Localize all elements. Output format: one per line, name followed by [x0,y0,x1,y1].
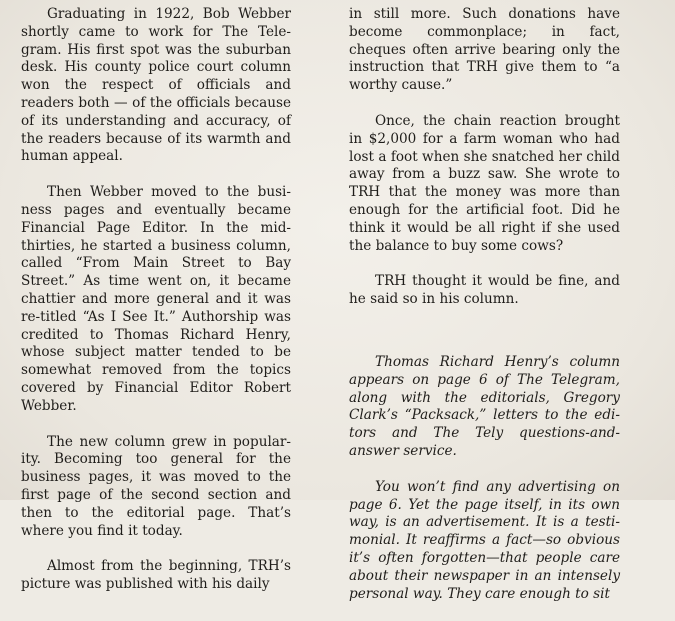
left-column [21,6,291,612]
paragraph: in still more. Such donations have become commonplace; in fact, cheques often arrive bearing only the instruction that TRH give them to “a worthy cause.” [349,6,620,94]
right-column [349,6,620,621]
paragraph: Almost from the beginning, TRH’s picture was published with his daily [21,558,291,593]
section-spacer [349,327,620,354]
paragraph: Once, the chain reaction brought in $2,000 for a farm woman who had lost a foot when she snatched her child away from a buzz saw. She wrote to TRH that the money was more than enough for the artificial foot. Did he think it would be all right if she used the balance to buy some cows? [349,112,620,254]
paragraph: Then Webber moved to the business pages and eventually became Financial Page Editor. In the midthirties, he started a business column, called “From Main Street to Bay Street.” As time went on, it became chattier and more general and it was re-titled “As I See It.” Authorship was credited to Thomas Richard Henry, whose subject matter tended to be somewhat removed from the topics covered by Financial Editor Robert Webber. [21,184,291,414]
paragraph: Graduating in 1922, Bob Webber shortly came to work for The Telegram. His first spot was the suburban desk. His county police court column won the respect of officials and readers both — of the officials because of its understanding and accuracy, of the readers because of its warmth and human appeal. [21,6,291,165]
italic-paragraph: You won’t find any advertising on page 6. Yet the page itself, in its own way, is an advertisement. It is a testimonial. It reaffirms a fact—so obvious it’s often forgotten—that people care about their newspaper in an intensely personal way. They care enough to sit [349,478,620,602]
italic-note [349,354,620,603]
paragraph: TRH thought it would be fine, and he said so in his column. [349,273,620,308]
paragraph: The new column grew in popularity. Becoming too general for the business pages, it was moved to the first page of the second section and then to the editorial page. That’s where you find it today. [21,433,291,539]
italic-paragraph: Thomas Richard Henry’s column appears on page 6 of The Telegram, along with the editorials, Gregory Clark’s “Packsack,” letters to the editors and The Tely questions-and-answer service. [349,353,620,459]
